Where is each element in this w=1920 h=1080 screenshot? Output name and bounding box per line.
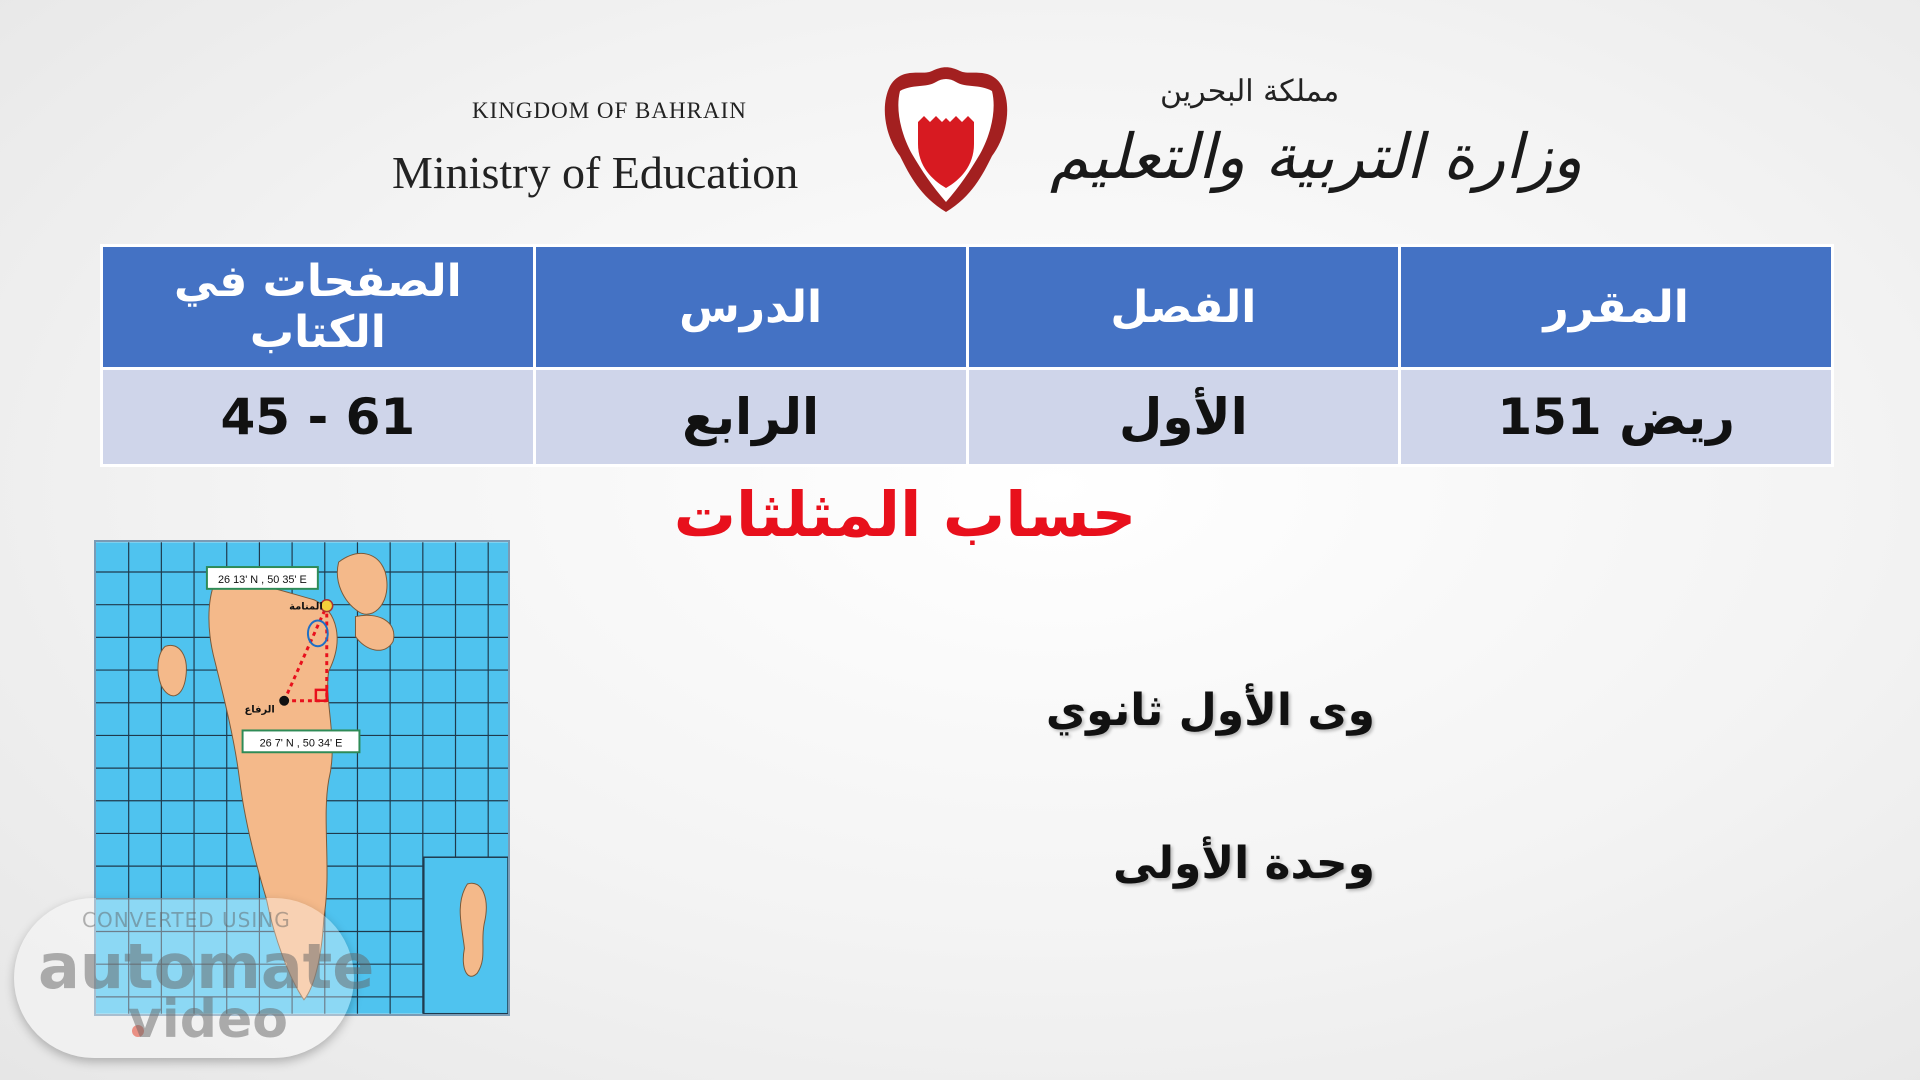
label-bottom-coordinates: 26 7' N , 50 34' E xyxy=(259,737,343,750)
table-row xyxy=(102,369,1833,466)
hawar-islands xyxy=(460,883,486,976)
value-pages: 45 - 61 xyxy=(102,369,535,466)
kingdom-en: KINGDOM OF BAHRAIN xyxy=(472,98,747,123)
header-course: المقرر xyxy=(1400,246,1833,369)
label-top-coordinates: 26 13' N , 50 35' E xyxy=(217,573,307,586)
header-lesson: الدرس xyxy=(534,246,967,369)
lesson-title: حساب المثلثات xyxy=(673,478,1137,551)
course-info-table xyxy=(100,244,1834,467)
ministry-ar: وزارة التربية والتعليم xyxy=(1050,120,1583,193)
header-chapter: الفصل xyxy=(967,246,1400,369)
city-manama-label: المنامة xyxy=(289,601,323,613)
table-header-row xyxy=(102,246,1833,369)
unit-line: وحدة الأولى xyxy=(1112,838,1375,889)
watermark-sub-text: video xyxy=(128,990,288,1050)
ministry-en: Ministry of Education xyxy=(392,147,799,198)
value-lesson: الرابع xyxy=(534,369,967,466)
value-chapter: الأول xyxy=(967,369,1400,466)
ministry-header xyxy=(0,60,1920,220)
watermark-main-text: automate xyxy=(38,930,375,1003)
header-pages: الصفحات في الكتاب xyxy=(102,246,535,369)
kingdom-ar: مملكة البحرين xyxy=(1160,74,1340,109)
bahrain-emblem-icon xyxy=(880,66,1012,214)
grade-line: وى الأول ثانوي xyxy=(1045,685,1375,736)
west-island xyxy=(158,645,186,695)
city-riffa-label: الرفاع xyxy=(244,704,275,716)
value-course: ريض 151 xyxy=(1400,369,1833,466)
watermark-top-text: CONVERTED USING xyxy=(82,908,291,932)
